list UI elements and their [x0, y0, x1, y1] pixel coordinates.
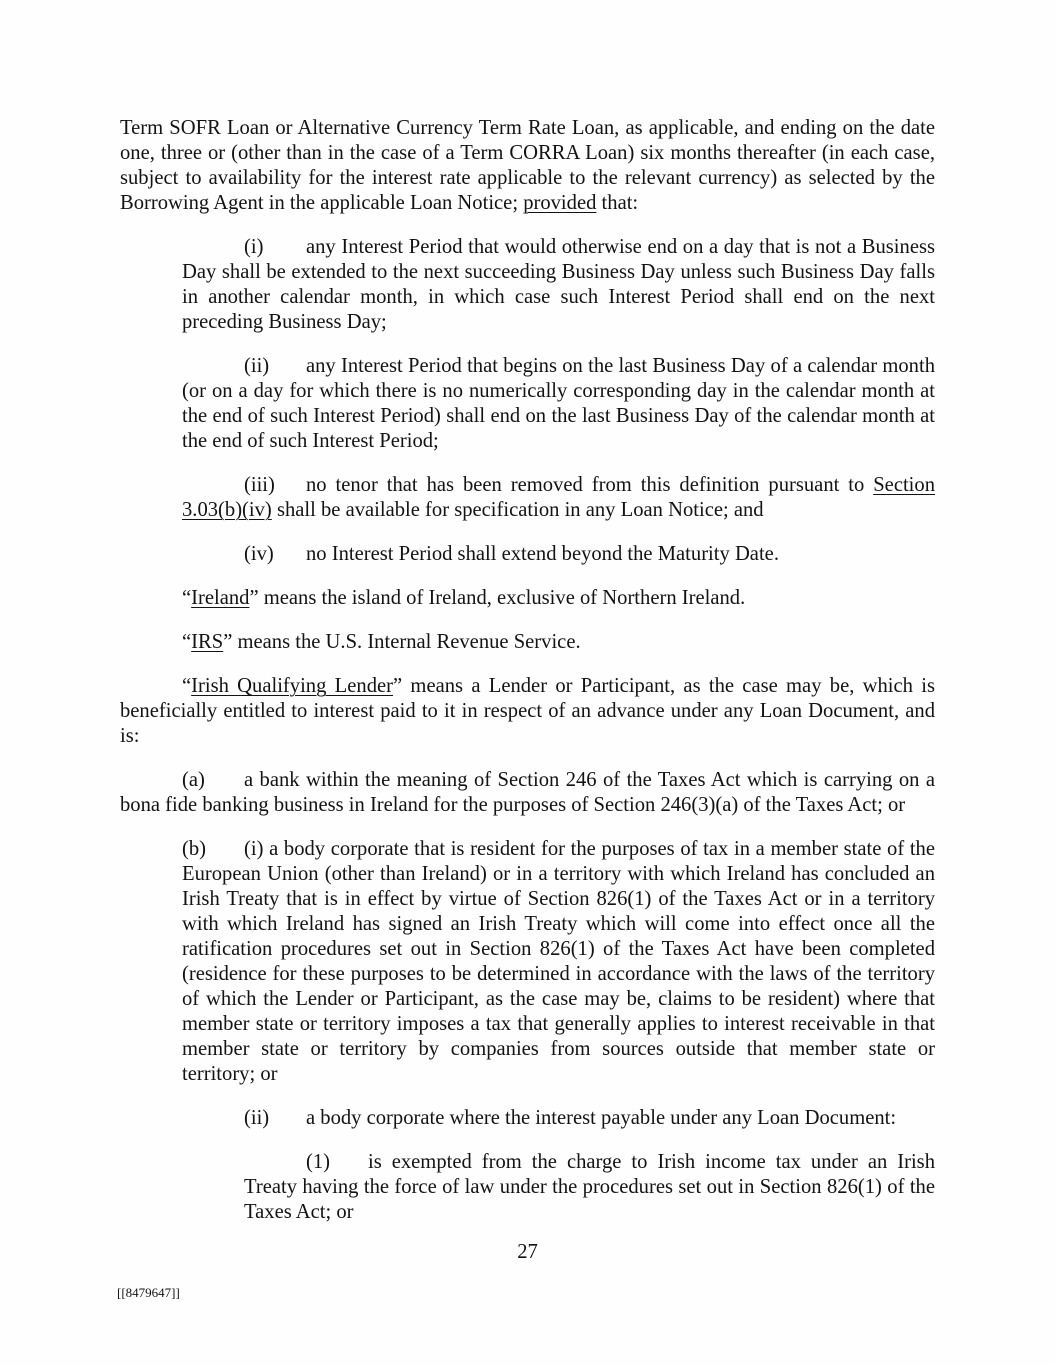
definition-irish-qualifying-lender — [120, 674, 935, 749]
definition-iql-open-quote: “ — [182, 675, 192, 697]
document-id-stamp: [[8479647]] — [117, 1285, 180, 1300]
paragraph-intro-continuation — [120, 116, 935, 216]
definition-irs-term: IRS — [191, 631, 224, 653]
clause-b-label: (b) — [182, 838, 207, 860]
clause-iii-text-after: shall be available for specification in any Loan Notice; and — [271, 499, 764, 521]
clause-iii-section-reference: Section 3.03(b)(iv) — [182, 474, 935, 521]
clause-1-label: (1) — [306, 1151, 331, 1173]
clause-ii — [182, 354, 935, 454]
clause-a — [120, 768, 935, 818]
clause-b-ii-label: (ii) — [244, 1107, 270, 1129]
clause-i-text: any Interest Period that would otherwise end on a day that is not a Business Day shall be extended to the next succeeding Business Day unless such Business Day falls in another calendar month, in which case such Interest Period shall end on the next preceding Business Day; — [182, 236, 935, 333]
clause-b-text: (i) a body corporate that is resident for the purposes of tax in a member state of the European Union (other than Ireland) or in a territory with which Ireland has concluded an Irish Treaty that is in effect by virtue of Section 826(1) of the Taxes Act or in a territory with which Ireland has signed an Irish Treaty which will come into effect once all the ratification procedures set out in Section 826(1) of the Taxes Act have been completed (residence for these purposes to be determined in accordance with the laws of the territory of which the Lender or Participant, as the case may be, claims to be resident) where that member state or territory imposes a tax that generally applies to interest receivable in that member state or territory by companies from sources outside that member state or territory; or — [182, 838, 935, 1085]
clause-b — [182, 837, 935, 1087]
definition-ireland-text: ” means the island of Ireland, exclusive of Northern Ireland. — [249, 587, 746, 609]
clause-ii-label: (ii) — [244, 355, 270, 377]
intro-text-before: Term SOFR Loan or Alternative Currency Term Rate Loan, as applicable, and ending on the date one, three or (other than in the case of a Term CORRA Loan) six months thereafter (in each case, subject to availability for the interest rate applicable to the relevant currency) as selected by the Borrowing Agent in the applicable Loan Notice; — [120, 117, 935, 214]
definition-ireland-open-quote: “ — [182, 587, 192, 609]
clause-b-ii — [244, 1106, 935, 1131]
page-number: 27 — [517, 1241, 538, 1263]
clause-1 — [244, 1150, 935, 1225]
document-body — [120, 116, 935, 1225]
clause-a-text: a bank within the meaning of Section 246 of the Taxes Act which is carrying on a bona fide banking business in Ireland for the purposes of Section 246(3)(a) of the Taxes Act; or — [120, 769, 935, 816]
clause-b-ii-text: a body corporate where the interest payable under any Loan Document: — [306, 1107, 897, 1129]
intro-underlined-provided: provided — [523, 192, 597, 214]
clause-i-label: (i) — [244, 236, 264, 258]
clause-ii-text: any Interest Period that begins on the last Business Day of a calendar month (or on a day for which there is no numerically corresponding day in the calendar month at the end of such Interest Period) shall end on the last Business Day of the calendar month at the end of such Interest Period; — [182, 355, 935, 452]
clause-iii-text-before: no tenor that has been removed from this definition pursuant to — [306, 474, 874, 496]
definition-irs — [120, 630, 935, 655]
intro-text-after: that: — [596, 192, 639, 214]
definition-irs-open-quote: “ — [182, 631, 192, 653]
clause-i — [182, 235, 935, 335]
clause-a-label: (a) — [182, 769, 205, 791]
clause-iv — [182, 542, 935, 567]
definition-irs-text: ” means the U.S. Internal Revenue Service. — [223, 631, 581, 653]
definition-ireland-term: Ireland — [191, 587, 250, 609]
clause-iii — [182, 473, 935, 523]
definition-iql-text: ” means a Lender or Participant, as the case may be, which is beneficially entitled to interest paid to it in respect of an advance under any Loan Document, and is: — [120, 675, 935, 747]
clause-1-text: is exempted from the charge to Irish income tax under an Irish Treaty having the force of law under the procedures set out in Section 826(1) of the Taxes Act; or — [244, 1151, 935, 1223]
clause-iii-label: (iii) — [244, 474, 275, 496]
definition-ireland — [120, 586, 935, 611]
definition-iql-term: Irish Qualifying Lender — [191, 675, 393, 697]
clause-iv-text: no Interest Period shall extend beyond the Maturity Date. — [306, 543, 779, 565]
clause-iv-label: (iv) — [244, 543, 274, 565]
